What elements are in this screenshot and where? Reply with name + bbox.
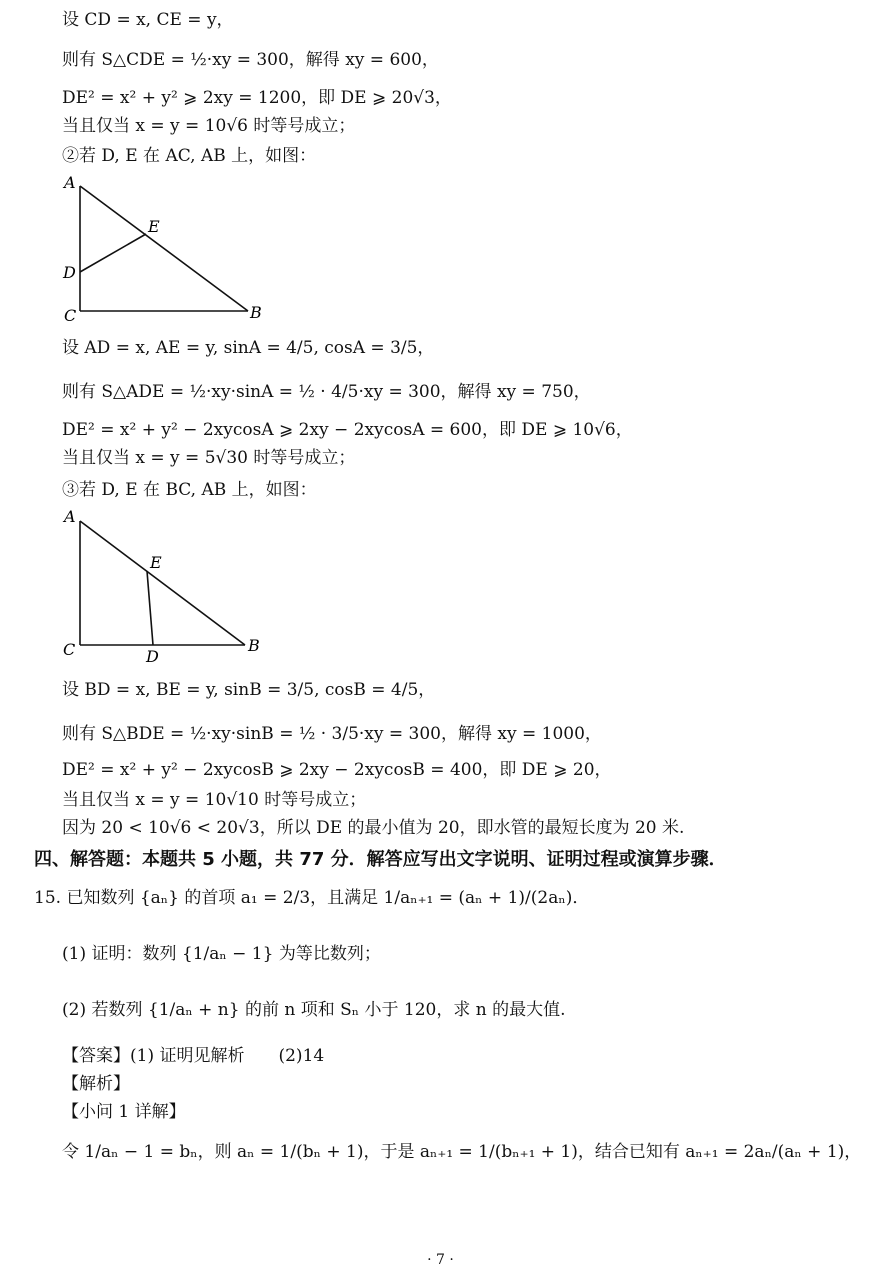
triangle-figure-1 xyxy=(58,170,278,334)
analysis-label: 【解析】 xyxy=(62,1074,130,1094)
text-line: DE² = x² + y² − 2xycosA ⩾ 2xy − 2xycosA = 600，即 DE ⩾ 10√6， xyxy=(62,420,633,440)
text-line: ②若 D, E 在 AC, AB 上，如图： xyxy=(62,146,317,166)
subquestion-1-label: 【小问 1 详解】 xyxy=(62,1102,186,1122)
answer-line: 【答案】(1) 证明见解析 (2)14 xyxy=(62,1046,325,1066)
text-line: 则有 S△ADE = ½·xy·sinA = ½ · 4/5·xy = 300，解得 xy = 750， xyxy=(62,382,591,402)
label-c: C xyxy=(63,640,76,659)
label-b: B xyxy=(250,303,262,322)
question-15-part-1: (1) 证明：数列 {1/aₙ − 1} 为等比数列； xyxy=(62,944,381,964)
text-line: 设 AD = x, AE = y, sinA = 4/5, cosA = 3/5， xyxy=(62,338,435,358)
segment-ab xyxy=(80,521,245,645)
text-line: 令 1/aₙ − 1 = bₙ，则 aₙ = 1/(bₙ + 1)，于是 aₙ₊₁ = 1/(bₙ₊₁ + 1)，结合已知有 aₙ₊₁ = 2aₙ/(aₙ + 1)， xyxy=(62,1142,862,1162)
text-line: 设 BD = x, BE = y, sinB = 3/5, cosB = 4/5， xyxy=(62,680,436,700)
text-line: 当且仅当 x = y = 5√30 时等号成立； xyxy=(62,448,356,468)
text-line: 当且仅当 x = y = 10√6 时等号成立； xyxy=(62,116,356,136)
label-e: E xyxy=(150,553,162,572)
triangle-figure-2 xyxy=(58,505,278,674)
text-line: 则有 S△CDE = ½·xy = 300，解得 xy = 600， xyxy=(62,50,439,70)
text-line: ③若 D, E 在 BC, AB 上，如图： xyxy=(62,480,317,500)
question-15-part-2: (2) 若数列 {1/aₙ + n} 的前 n 项和 Sₙ 小于 120，求 n 的最大值. xyxy=(62,1000,566,1020)
question-15: 15. 已知数列 {aₙ} 的首项 a₁ = 2/3，且满足 1/aₙ₊₁ = (aₙ + 1)/(2aₙ)． xyxy=(34,888,590,908)
label-a: A xyxy=(64,507,76,526)
label-a: A xyxy=(64,173,76,192)
section-heading: 四、解答题：本题共 5 小题，共 77 分．解答应写出文字说明、证明过程或演算步骤． xyxy=(34,849,727,870)
text-line: 则有 S△BDE = ½·xy·sinB = ½ · 3/5·xy = 300，解得 xy = 1000， xyxy=(62,724,602,744)
text-line: 设 CD = x, CE = y， xyxy=(62,10,234,30)
segment-de xyxy=(147,571,153,645)
label-c: C xyxy=(64,306,77,325)
text-line: 因为 20 < 10√6 < 20√3，所以 DE 的最小值为 20，即水管的最短长度为 20 米. xyxy=(62,818,685,838)
label-d: D xyxy=(63,263,76,282)
text-line: DE² = x² + y² − 2xycosB ⩾ 2xy − 2xycosB = 400，即 DE ⩾ 20， xyxy=(62,760,612,780)
label-d: D xyxy=(146,647,159,666)
segment-de xyxy=(80,234,146,272)
segment-ab xyxy=(80,186,248,311)
page-number: · 7 · xyxy=(427,1252,454,1268)
label-e: E xyxy=(148,217,160,236)
label-b: B xyxy=(248,636,260,655)
text-line: DE² = x² + y² ⩾ 2xy = 1200，即 DE ⩾ 20√3， xyxy=(62,88,452,108)
text-line: 当且仅当 x = y = 10√10 时等号成立； xyxy=(62,790,367,810)
